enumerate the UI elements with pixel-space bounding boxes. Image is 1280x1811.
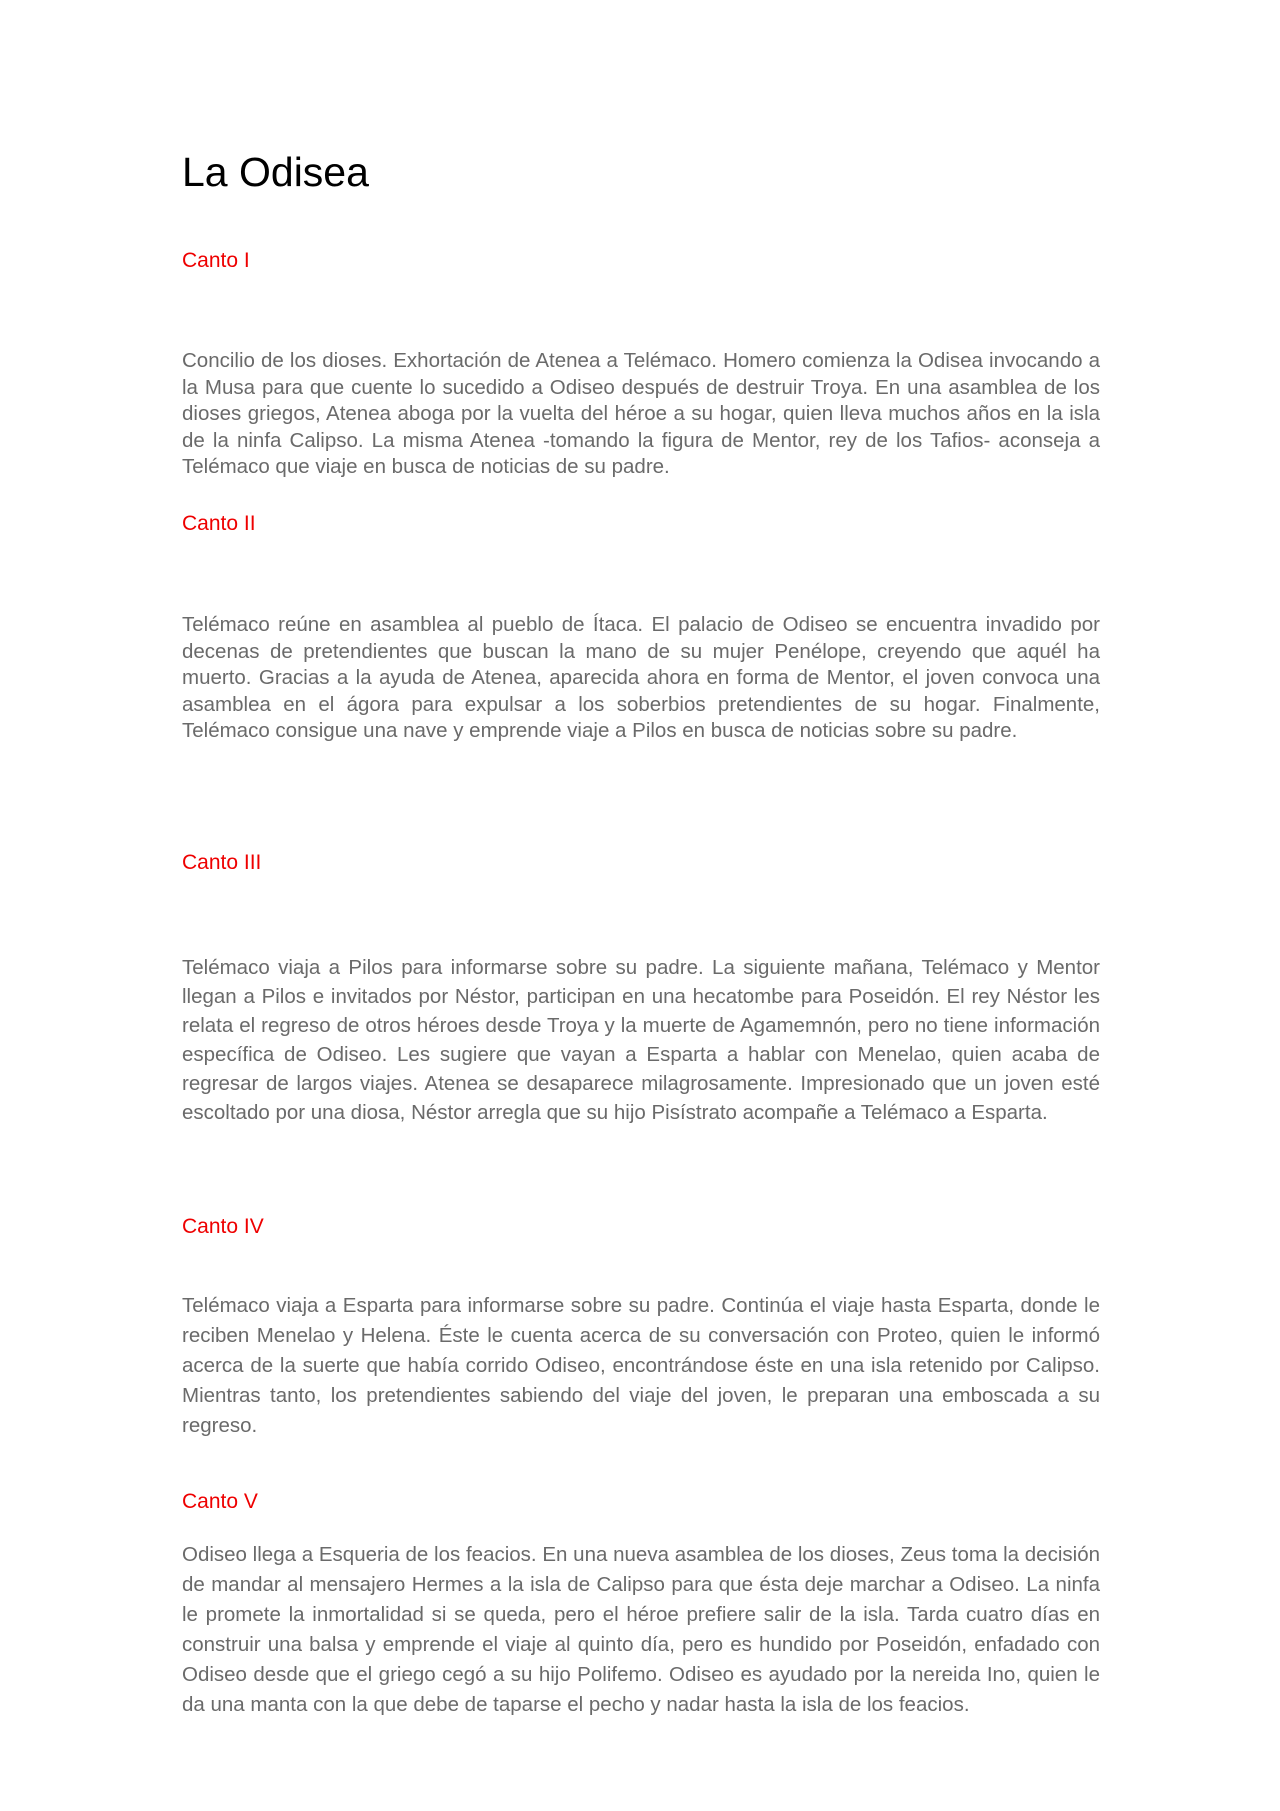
canto-paragraph-1: Concilio de los dioses. Exhortación de Atenea a Telémaco. Homero comienza la Odisea invocando a la Musa para que cuente lo sucedido a Odiseo después de destruir Troya. En una asamblea de los dioses griegos, Atenea aboga por la vuelta del héroe a su hogar, quien lleva muchos años en la isla de la ninfa Calipso. La misma Atenea -tomando la figura de Mentor, rey de los Tafios- aconseja a Telémaco que viaje en busca de noticias de su padre.: [182, 349, 1100, 478]
canto-paragraph-2: Telémaco reúne en asamblea al pueblo de Ítaca. El palacio de Odiseo se encuentra invadido por decenas de pretendientes que buscan la mano de su mujer Penélope, creyendo que aquél ha muerto. Gracias a la ayuda de Atenea, aparecida ahora en forma de Mentor, el joven convoca una asamblea en el ágora para expulsar a los soberbios pretendientes de su hogar. Finalmente, Telémaco consigue una nave y emprende viaje a Pilos en busca de noticias sobre su padre.: [182, 613, 1100, 742]
canto-paragraph-3: Telémaco viaja a Pilos para informarse sobre su padre. La siguiente mañana, Telémaco y Mentor llegan a Pilos e invitados por Néstor, participan en una hecatombe para Poseidón. El rey Néstor les relata el regreso de otros héroes desde Troya y la muerte de Agamemnón, pero no tiene información específica de Odiseo. Les sugiere que vayan a Esparta a hablar con Menelao, quien acaba de regresar de largos viajes. Atenea se desaparece milagrosamente. Impresionado que un joven esté escoltado por una diosa, Néstor arregla que su hijo Pisístrato acompañe a Telémaco a Esparta.: [182, 956, 1100, 1124]
canto-heading-5: Canto V: [182, 1490, 258, 1513]
canto-paragraph-4: Telémaco viaja a Esparta para informarse sobre su padre. Continúa el viaje hasta Esparta, donde le reciben Menelao y Helena. Éste le cuenta acerca de su conversación con Proteo, quien le informó acerca de la suerte que había corrido Odiseo, encontrándose éste en una isla retenido por Calipso. Mientras tanto, los pretendientes sabiendo del viaje del joven, le preparan una emboscada a su regreso.: [182, 1294, 1100, 1437]
canto-heading-3: Canto III: [182, 851, 262, 874]
canto-heading-2: Canto II: [182, 512, 256, 535]
page-title: La Odisea: [182, 149, 369, 195]
canto-heading-1: Canto I: [182, 249, 250, 272]
canto-paragraph-5: Odiseo llega a Esqueria de los feacios. En una nueva asamblea de los dioses, Zeus toma la decisión de mandar al mensajero Hermes a la isla de Calipso para que ésta deje marchar a Odiseo. La ninfa le promete la inmortalidad si se queda, pero el héroe prefiere salir de la isla. Tarda cuatro días en construir una balsa y emprende el viaje al quinto día, pero es hundido por Poseidón, enfadado con Odiseo desde que el griego cegó a su hijo Polifemo. Odiseo es ayudado por la nereida Ino, quien le da una manta con la que debe de taparse el pecho y nadar hasta la isla de los feacios.: [182, 1543, 1100, 1716]
canto-heading-4: Canto IV: [182, 1215, 264, 1238]
